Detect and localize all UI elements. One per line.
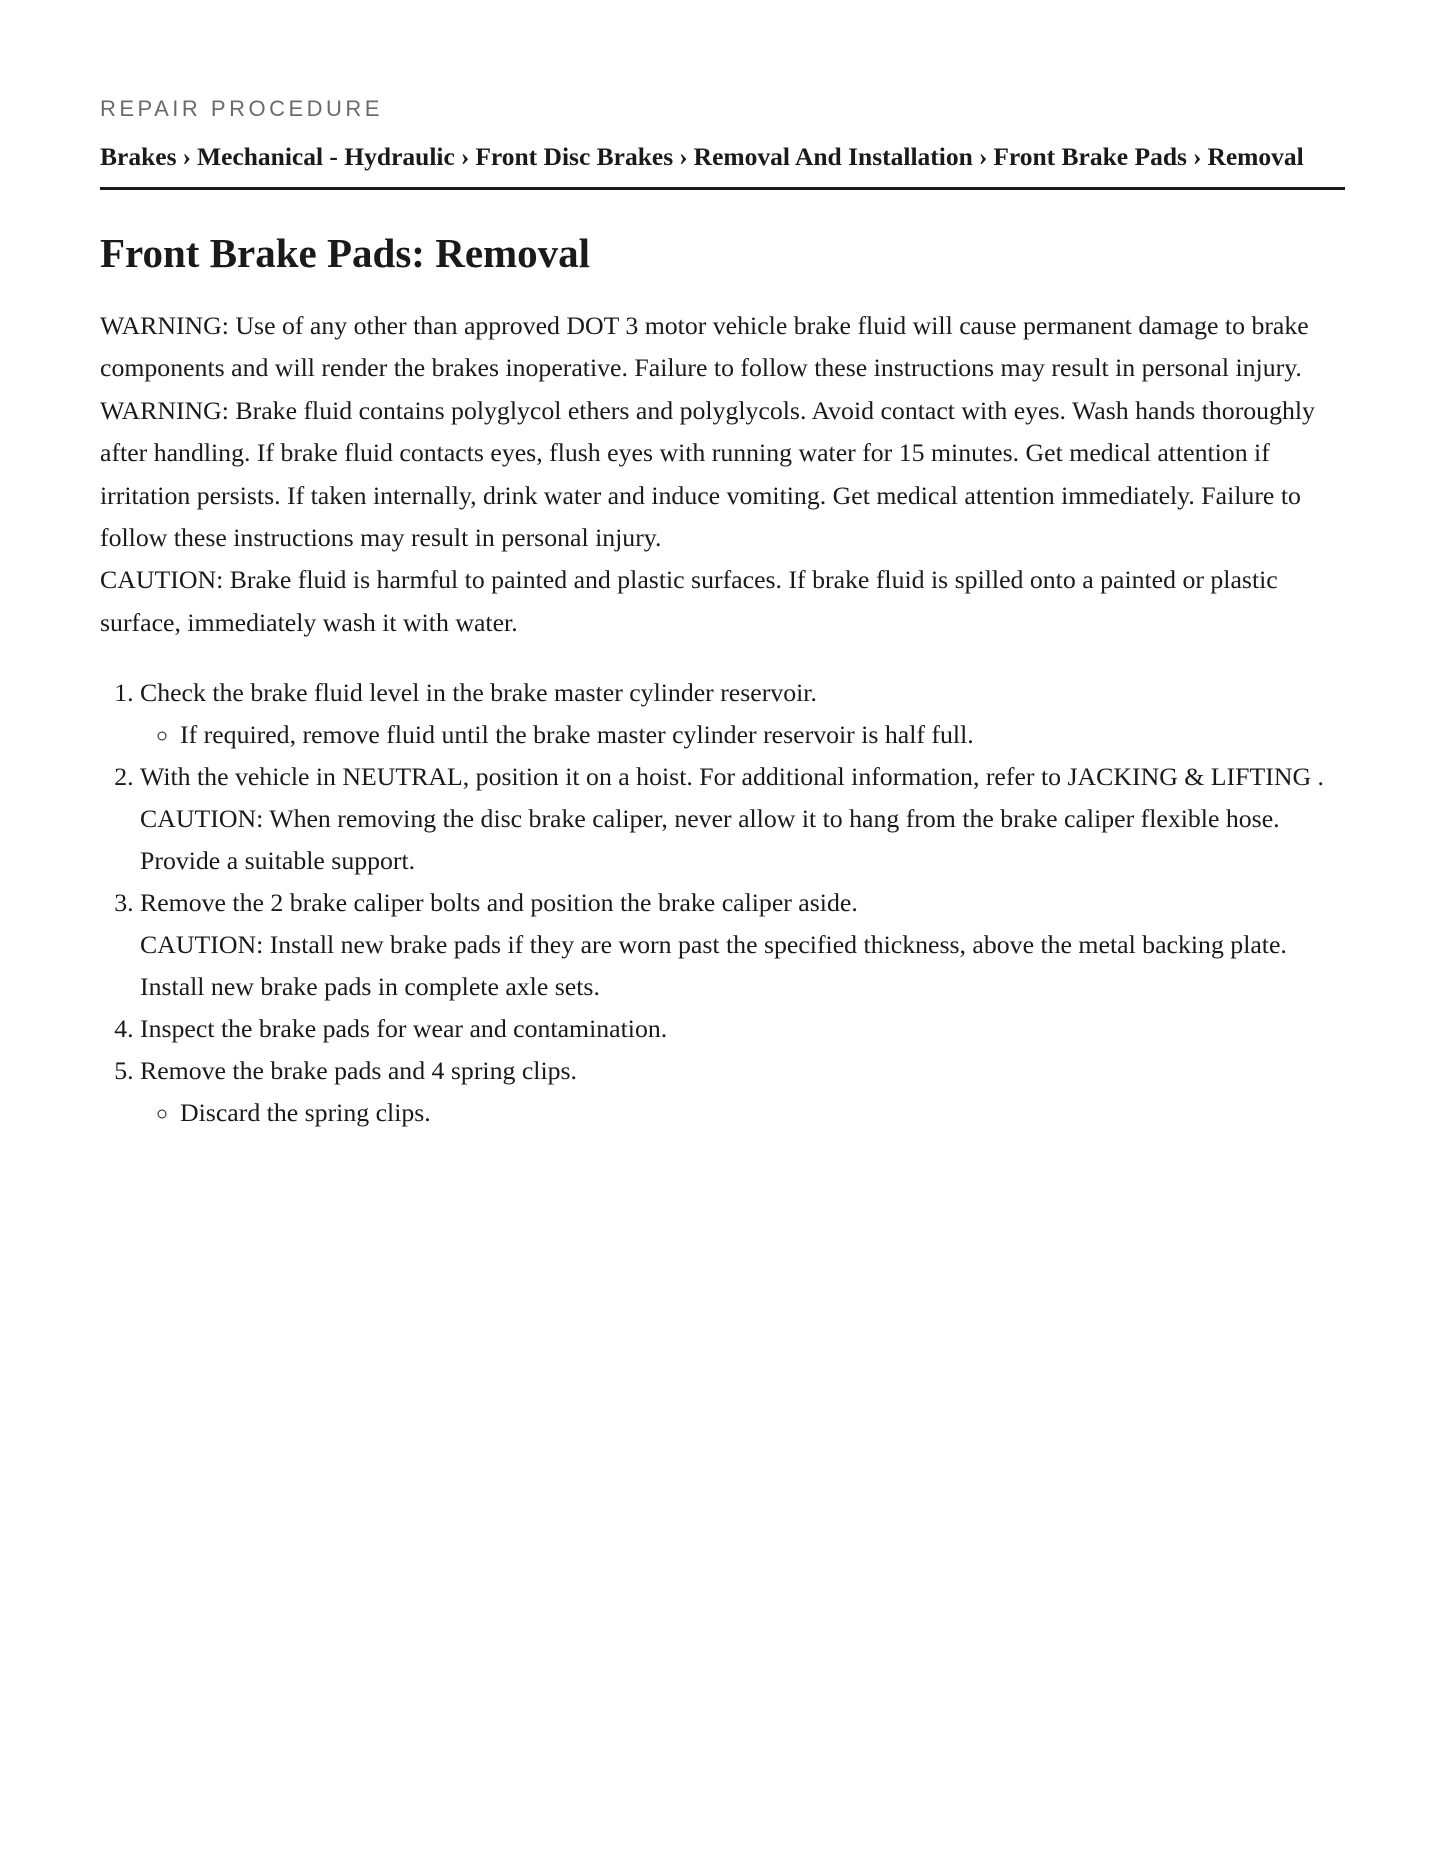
step-item [140,1050,1345,1134]
breadcrumb-item: Front Brake Pads [993,142,1187,171]
breadcrumb-item: Brakes [100,142,177,171]
breadcrumb-item: Front Disc Brakes [475,142,674,171]
page-title: Front Brake Pads: Removal [100,230,591,276]
step-item [140,672,1345,756]
breadcrumb-item: Mechanical - Hydraulic [197,142,455,171]
step-text: Inspect the brake pads for wear and contamination. [140,1014,668,1044]
step-caution: CAUTION: When removing the disc brake caliper, never allow it to hang from the brake caliper flexible hose. Provide a suitable support. [140,804,1280,876]
breadcrumb-separator: › [679,142,688,171]
breadcrumb-separator: › [1192,142,1202,171]
header-divider [100,187,1345,190]
substep-list [140,1092,1345,1134]
step-item [140,756,1345,882]
caution-note: CAUTION: Brake fluid is harmful to painted and plastic surfaces. If brake fluid is spilled onto a painted or plastic surface, immediately wash it with water. [100,565,1278,637]
step-item [140,882,1345,1008]
substep-item: ◦ If required, remove fluid until the brake master cylinder reservoir is half full. [180,714,1345,756]
breadcrumb [100,140,1345,174]
warning-note: WARNING: Use of any other than approved DOT 3 motor vehicle brake fluid will cause permanent damage to brake components and will render the brakes inoperative. Failure to follow these instructions may result in personal injury. [100,311,1309,383]
breadcrumb-separator: › [182,142,191,171]
step-caution: CAUTION: Install new brake pads if they are worn past the specified thickness, above the metal backing plate. Install new brake pads in complete axle sets. [140,930,1287,1002]
step-text: Remove the 2 brake caliper bolts and position the brake caliper aside. [140,888,858,918]
substep-item: ◦ Discard the spring clips. [180,1092,1345,1134]
warning-note: WARNING: Brake fluid contains polyglycol ethers and polyglycols. Avoid contact with eyes. Wash hands thoroughly after handling. If brake fluid contacts eyes, flush eyes with running water for 15 minutes. Get medical attention if irritation persists. If taken internally, drink water and induce vomiting. Get medical attention immediately. Failure to follow these instructions may result in personal injury. [100,395,1315,553]
step-text: Remove the brake pads and 4 spring clips. [140,1056,578,1086]
step-text: Check the brake fluid level in the brake master cylinder reservoir. [140,678,817,708]
breadcrumb-item: Removal [1207,142,1304,171]
breadcrumb-item: Removal And Installation [693,142,973,171]
procedure-steps [100,672,1345,1134]
step-item [140,1008,1345,1050]
substep-list [140,714,1345,756]
safety-notes [100,305,1345,644]
step-text: With the vehicle in NEUTRAL, position it on a hoist. For additional information, refer to JACKING & LIFTING . [140,762,1324,792]
section-kicker: REPAIR PROCEDURE [100,96,383,121]
breadcrumb-separator: › [978,142,988,171]
breadcrumb-separator: › [460,142,470,171]
